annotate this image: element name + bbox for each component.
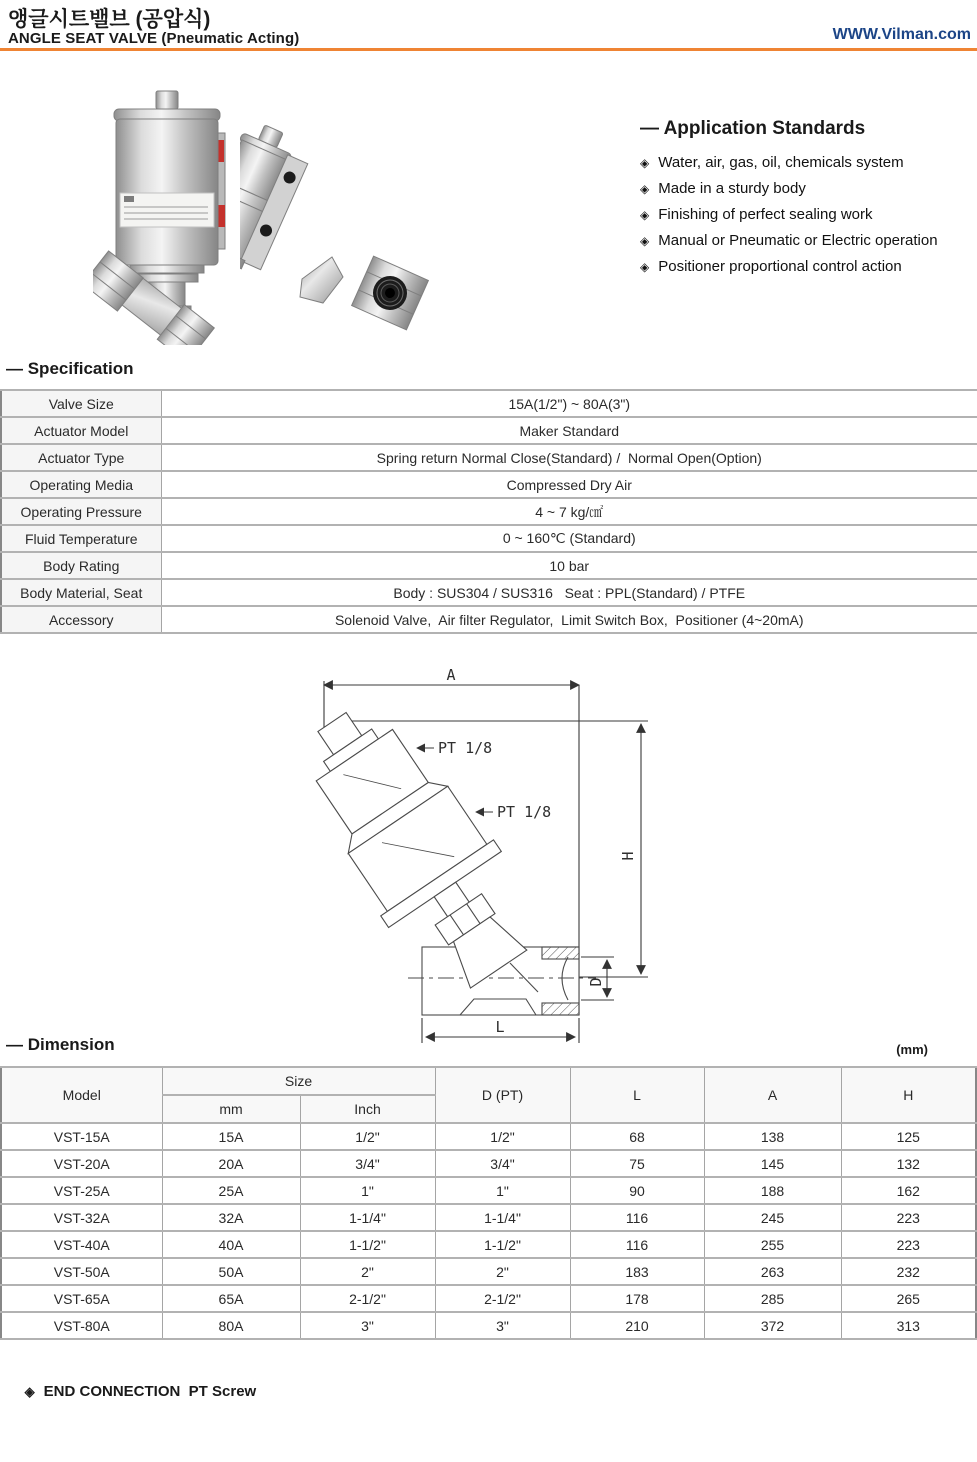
spec-label: Body Material, Seat bbox=[1, 579, 161, 606]
valve-photo-right-illustration bbox=[240, 107, 435, 335]
dim-dpt: 1-1/2" bbox=[435, 1231, 570, 1258]
list-item bbox=[640, 154, 977, 171]
list-item bbox=[640, 232, 977, 249]
dim-dpt: 1" bbox=[435, 1177, 570, 1204]
spec-value: Body : SUS304 / SUS316 Seat : PPL(Standard) / PTFE bbox=[161, 579, 977, 606]
port-label-top: PT 1/8 bbox=[438, 739, 493, 757]
dim-mm: 25A bbox=[162, 1177, 300, 1204]
dim-l: 178 bbox=[570, 1285, 704, 1312]
dim-model: VST-65A bbox=[1, 1285, 162, 1312]
dim-inch: 1/2" bbox=[300, 1123, 435, 1150]
dim-l: 75 bbox=[570, 1150, 704, 1177]
dimension-heading: — Dimension bbox=[6, 1035, 115, 1054]
dim-a: 138 bbox=[704, 1123, 841, 1150]
diamond-bullet-icon: ◈ bbox=[640, 234, 650, 248]
dim-a: 245 bbox=[704, 1204, 841, 1231]
application-standards-heading: — Application Standards bbox=[640, 118, 866, 139]
spec-value: Spring return Normal Close(Standard) / Normal Open(Option) bbox=[161, 444, 977, 471]
dim-inch: 2" bbox=[300, 1258, 435, 1285]
dim-h: 232 bbox=[841, 1258, 976, 1285]
dim-model: VST-80A bbox=[1, 1312, 162, 1339]
dim-inch: 3/4" bbox=[300, 1150, 435, 1177]
column-header-a: A bbox=[704, 1067, 841, 1123]
table-row bbox=[1, 498, 977, 525]
end-connection-note bbox=[8, 1366, 256, 1417]
column-header-mm: mm bbox=[162, 1095, 300, 1123]
list-item bbox=[640, 258, 977, 275]
diamond-bullet-icon: ◈ bbox=[640, 182, 650, 196]
dim-mm: 40A bbox=[162, 1231, 300, 1258]
dim-mm: 50A bbox=[162, 1258, 300, 1285]
diamond-bullet-icon: ◈ bbox=[640, 156, 650, 170]
spec-label: Operating Media bbox=[1, 471, 161, 498]
valve-actuator-outline bbox=[280, 684, 555, 1007]
dim-dpt: 2" bbox=[435, 1258, 570, 1285]
dim-dpt: 2-1/2" bbox=[435, 1285, 570, 1312]
spec-value: Maker Standard bbox=[161, 417, 977, 444]
dim-inch: 1-1/4" bbox=[300, 1204, 435, 1231]
column-header-size: Size bbox=[162, 1067, 435, 1095]
specification-table bbox=[0, 389, 977, 634]
dimension-drawing bbox=[280, 666, 700, 1056]
dim-a: 263 bbox=[704, 1258, 841, 1285]
table-row bbox=[1, 1150, 976, 1177]
dim-dpt: 1/2" bbox=[435, 1123, 570, 1150]
dim-inch: 1-1/2" bbox=[300, 1231, 435, 1258]
dim-h: 223 bbox=[841, 1204, 976, 1231]
table-row bbox=[1, 1258, 976, 1285]
product-photo-upright-valve bbox=[93, 85, 243, 345]
dim-model: VST-20A bbox=[1, 1150, 162, 1177]
dim-inch: 3" bbox=[300, 1312, 435, 1339]
table-row bbox=[1, 579, 977, 606]
dim-label-a: A bbox=[446, 666, 456, 684]
table-header-row bbox=[1, 1067, 976, 1095]
dim-label-h: H bbox=[619, 851, 637, 861]
website-link[interactable]: WWW.Vilman.com bbox=[832, 26, 971, 43]
spec-label: Operating Pressure bbox=[1, 498, 161, 525]
table-row bbox=[1, 1312, 976, 1339]
table-row bbox=[1, 1285, 976, 1312]
dim-model: VST-40A bbox=[1, 1231, 162, 1258]
spec-value: Compressed Dry Air bbox=[161, 471, 977, 498]
column-header-l: L bbox=[570, 1067, 704, 1123]
dim-l: 68 bbox=[570, 1123, 704, 1150]
spec-value: Solenoid Valve, Air filter Regulator, Limit Switch Box, Positioner (4~20mA) bbox=[161, 606, 977, 633]
dim-dpt: 1-1/4" bbox=[435, 1204, 570, 1231]
dim-a: 188 bbox=[704, 1177, 841, 1204]
column-header-inch: Inch bbox=[300, 1095, 435, 1123]
specification-heading: — Specification bbox=[6, 359, 134, 378]
list-item-text: Manual or Pneumatic or Electric operation bbox=[658, 232, 938, 249]
table-row bbox=[1, 1177, 976, 1204]
table-row bbox=[1, 417, 977, 444]
table-row bbox=[1, 552, 977, 579]
dim-mm: 15A bbox=[162, 1123, 300, 1150]
table-row bbox=[1, 1231, 976, 1258]
dim-h: 313 bbox=[841, 1312, 976, 1339]
list-item-text: Positioner proportional control action bbox=[658, 258, 902, 275]
page-title-korean: 앵글시트밸브 (공압식) bbox=[8, 8, 211, 31]
dimension-table bbox=[0, 1066, 977, 1340]
dim-label-l: L bbox=[495, 1018, 505, 1036]
list-item-text: Water, air, gas, oil, chemicals system bbox=[658, 154, 904, 171]
diamond-bullet-icon: ◈ bbox=[640, 260, 650, 274]
list-item-text: Made in a sturdy body bbox=[658, 180, 806, 197]
spec-value: 15A(1/2") ~ 80A(3") bbox=[161, 390, 977, 417]
spec-label: Accessory bbox=[1, 606, 161, 633]
spec-value: 4 ~ 7 kg/㎠ bbox=[161, 498, 977, 525]
dim-inch: 2-1/2" bbox=[300, 1285, 435, 1312]
dim-l: 90 bbox=[570, 1177, 704, 1204]
end-connection-text: END CONNECTION PT Screw bbox=[43, 1383, 257, 1400]
dim-inch: 1" bbox=[300, 1177, 435, 1204]
port-label-mid: PT 1/8 bbox=[497, 803, 552, 821]
dim-dpt: 3/4" bbox=[435, 1150, 570, 1177]
spec-label: Actuator Model bbox=[1, 417, 161, 444]
spec-label: Actuator Type bbox=[1, 444, 161, 471]
dim-h: 223 bbox=[841, 1231, 976, 1258]
dim-h: 265 bbox=[841, 1285, 976, 1312]
dim-mm: 20A bbox=[162, 1150, 300, 1177]
dim-l: 210 bbox=[570, 1312, 704, 1339]
column-header-h: H bbox=[841, 1067, 976, 1123]
dim-model: VST-15A bbox=[1, 1123, 162, 1150]
table-row bbox=[1, 471, 977, 498]
list-item-text: Finishing of perfect sealing work bbox=[658, 206, 873, 223]
product-photo-tilted-valve bbox=[240, 107, 435, 335]
list-item bbox=[640, 180, 977, 197]
dim-h: 132 bbox=[841, 1150, 976, 1177]
dim-l: 183 bbox=[570, 1258, 704, 1285]
dim-a: 145 bbox=[704, 1150, 841, 1177]
dim-h: 125 bbox=[841, 1123, 976, 1150]
spec-label: Valve Size bbox=[1, 390, 161, 417]
header-divider bbox=[0, 48, 977, 51]
spec-value: 10 bar bbox=[161, 552, 977, 579]
dimension-unit-note: (mm) bbox=[896, 1042, 928, 1057]
table-row bbox=[1, 525, 977, 552]
table-row bbox=[1, 606, 977, 633]
dim-dpt: 3" bbox=[435, 1312, 570, 1339]
table-row bbox=[1, 390, 977, 417]
dim-a: 255 bbox=[704, 1231, 841, 1258]
list-item bbox=[640, 206, 977, 223]
dim-model: VST-50A bbox=[1, 1258, 162, 1285]
valve-photo-left-illustration bbox=[93, 85, 243, 345]
diamond-bullet-icon: ◈ bbox=[24, 1384, 35, 1399]
dim-mm: 80A bbox=[162, 1312, 300, 1339]
spec-value: 0 ~ 160℃ (Standard) bbox=[161, 525, 977, 552]
application-standards-section bbox=[640, 118, 977, 284]
table-row bbox=[1, 1204, 976, 1231]
dim-a: 372 bbox=[704, 1312, 841, 1339]
dim-model: VST-25A bbox=[1, 1177, 162, 1204]
column-header-dpt: D (PT) bbox=[435, 1067, 570, 1123]
dim-a: 285 bbox=[704, 1285, 841, 1312]
dim-l: 116 bbox=[570, 1204, 704, 1231]
spec-label: Fluid Temperature bbox=[1, 525, 161, 552]
dim-h: 162 bbox=[841, 1177, 976, 1204]
dim-l: 116 bbox=[570, 1231, 704, 1258]
diamond-bullet-icon: ◈ bbox=[640, 208, 650, 222]
valve-technical-drawing bbox=[280, 666, 700, 1056]
table-row bbox=[1, 444, 977, 471]
dim-mm: 65A bbox=[162, 1285, 300, 1312]
dim-mm: 32A bbox=[162, 1204, 300, 1231]
column-header-model: Model bbox=[1, 1067, 162, 1123]
table-row bbox=[1, 1123, 976, 1150]
spec-label: Body Rating bbox=[1, 552, 161, 579]
page-title-english: ANGLE SEAT VALVE (Pneumatic Acting) bbox=[8, 30, 300, 47]
dim-label-d: D bbox=[587, 977, 605, 987]
dim-model: VST-32A bbox=[1, 1204, 162, 1231]
